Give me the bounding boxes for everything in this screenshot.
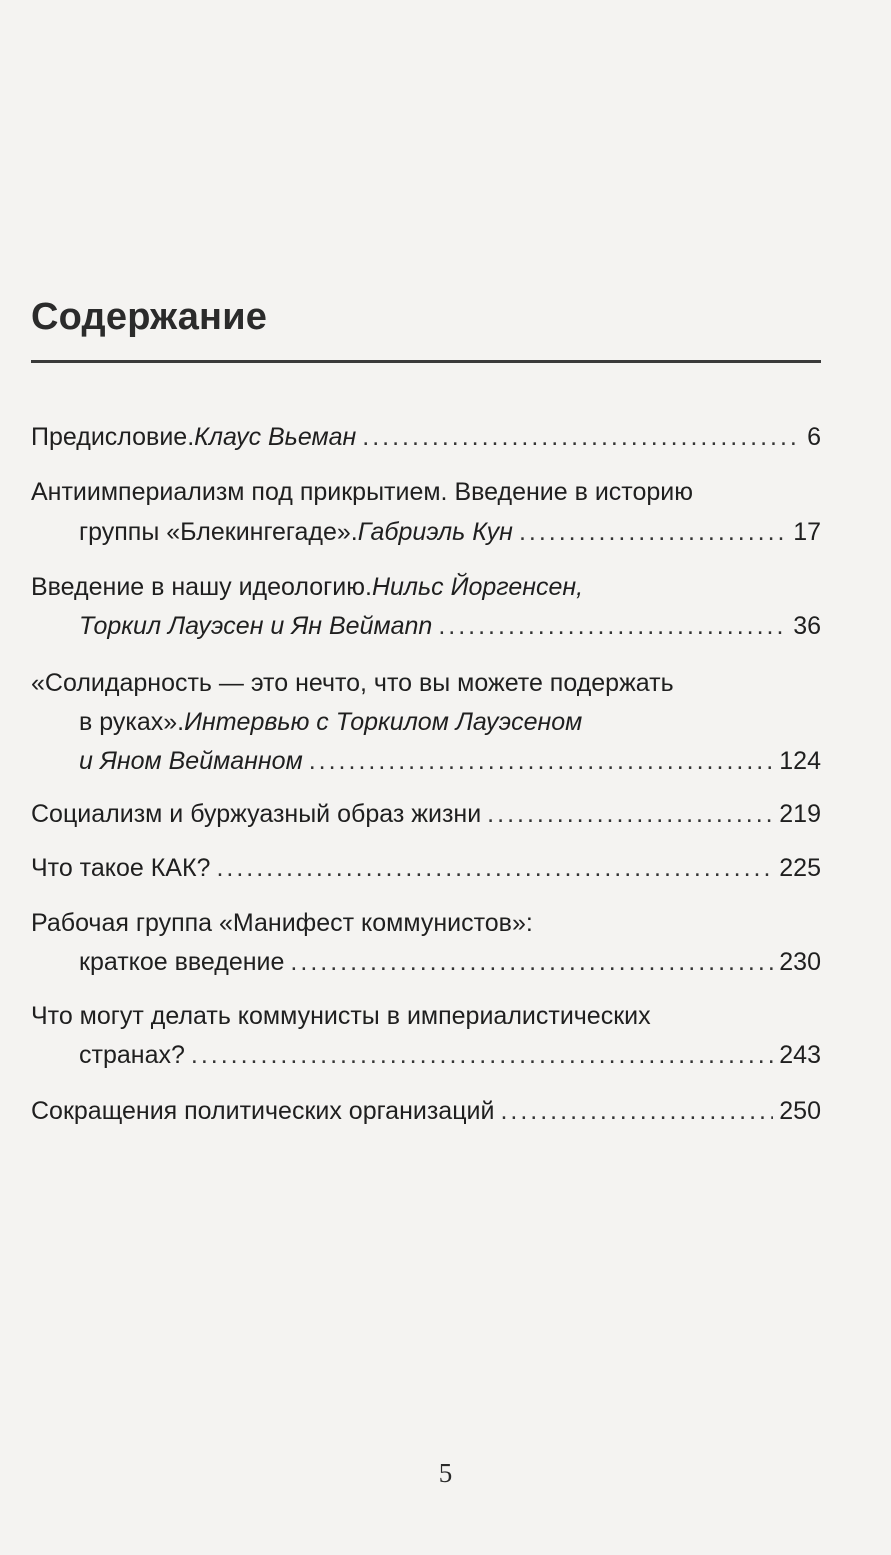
entry-page: 17	[793, 518, 821, 546]
entry-title: Предисловие.	[31, 423, 195, 451]
entry-title-cont: краткое введение	[79, 948, 285, 976]
toc-line	[31, 423, 821, 459]
entry-title-cont: в руках».	[79, 708, 185, 736]
leader-dots	[191, 1041, 773, 1070]
leader-dots	[362, 423, 801, 452]
leader-dots	[309, 747, 774, 776]
entry-title: Социализм и буржуазный образ жизни	[31, 800, 482, 828]
title-rule	[31, 360, 821, 363]
entry-page: 243	[779, 1041, 821, 1069]
toc-line	[79, 1041, 821, 1077]
entry-page: 230	[779, 948, 821, 976]
toc-line	[31, 478, 821, 514]
entry-author: Нильс Йоргенсен,	[371, 573, 584, 601]
entry-title: «Солидарность — это нечто, что вы можете подержать	[31, 669, 674, 697]
toc-line	[79, 948, 821, 984]
entry-page: 219	[779, 800, 821, 828]
entry-title: Что могут делать коммунисты в империалистических	[31, 1002, 651, 1030]
leader-dots	[500, 1097, 773, 1126]
toc-line	[31, 1002, 821, 1038]
entry-title: Сокращения политических организаций	[31, 1097, 495, 1125]
leader-dots	[519, 518, 787, 547]
toc-line	[31, 573, 821, 609]
entry-author: Интервью с Торкилом Лауэсеном	[184, 708, 583, 736]
toc-line	[31, 1097, 821, 1133]
toc-line	[31, 909, 821, 945]
entry-title-cont: группы «Блекингегаде».	[79, 518, 358, 546]
toc-line	[79, 612, 821, 648]
entry-author: Торкил Лауэсен и Ян Веймann	[79, 612, 433, 640]
toc-line	[79, 518, 821, 554]
entry-page: 124	[779, 747, 821, 775]
leader-dots	[438, 612, 787, 641]
page-number: 5	[438, 1458, 453, 1488]
entry-page: 36	[793, 612, 821, 640]
toc-line	[79, 747, 821, 783]
toc-line	[31, 800, 821, 836]
entry-title: Рабочая группа «Манифест коммунистов»:	[31, 909, 533, 937]
entry-title: Введение в нашу идеологию.	[31, 573, 372, 601]
leader-dots	[487, 800, 773, 829]
entry-author: и Яном Вейманном	[79, 747, 303, 775]
entry-title-cont: странах?	[79, 1041, 185, 1069]
toc-line	[79, 708, 821, 744]
leader-dots	[290, 948, 773, 977]
entry-page: 6	[807, 423, 821, 451]
entry-page: 250	[779, 1097, 821, 1125]
entry-title: Антиимпериализм под прикрытием. Введение в историю	[31, 478, 693, 506]
leader-dots	[216, 854, 773, 883]
entry-title: Что такое КАК?	[31, 854, 211, 882]
toc-line	[31, 854, 821, 890]
entry-author: Клаус Вьеман	[194, 423, 357, 451]
entry-page: 225	[779, 854, 821, 882]
page-title: Содержание	[31, 296, 268, 338]
toc-line	[31, 669, 821, 705]
entry-author: Габриэль Кун	[357, 518, 513, 546]
